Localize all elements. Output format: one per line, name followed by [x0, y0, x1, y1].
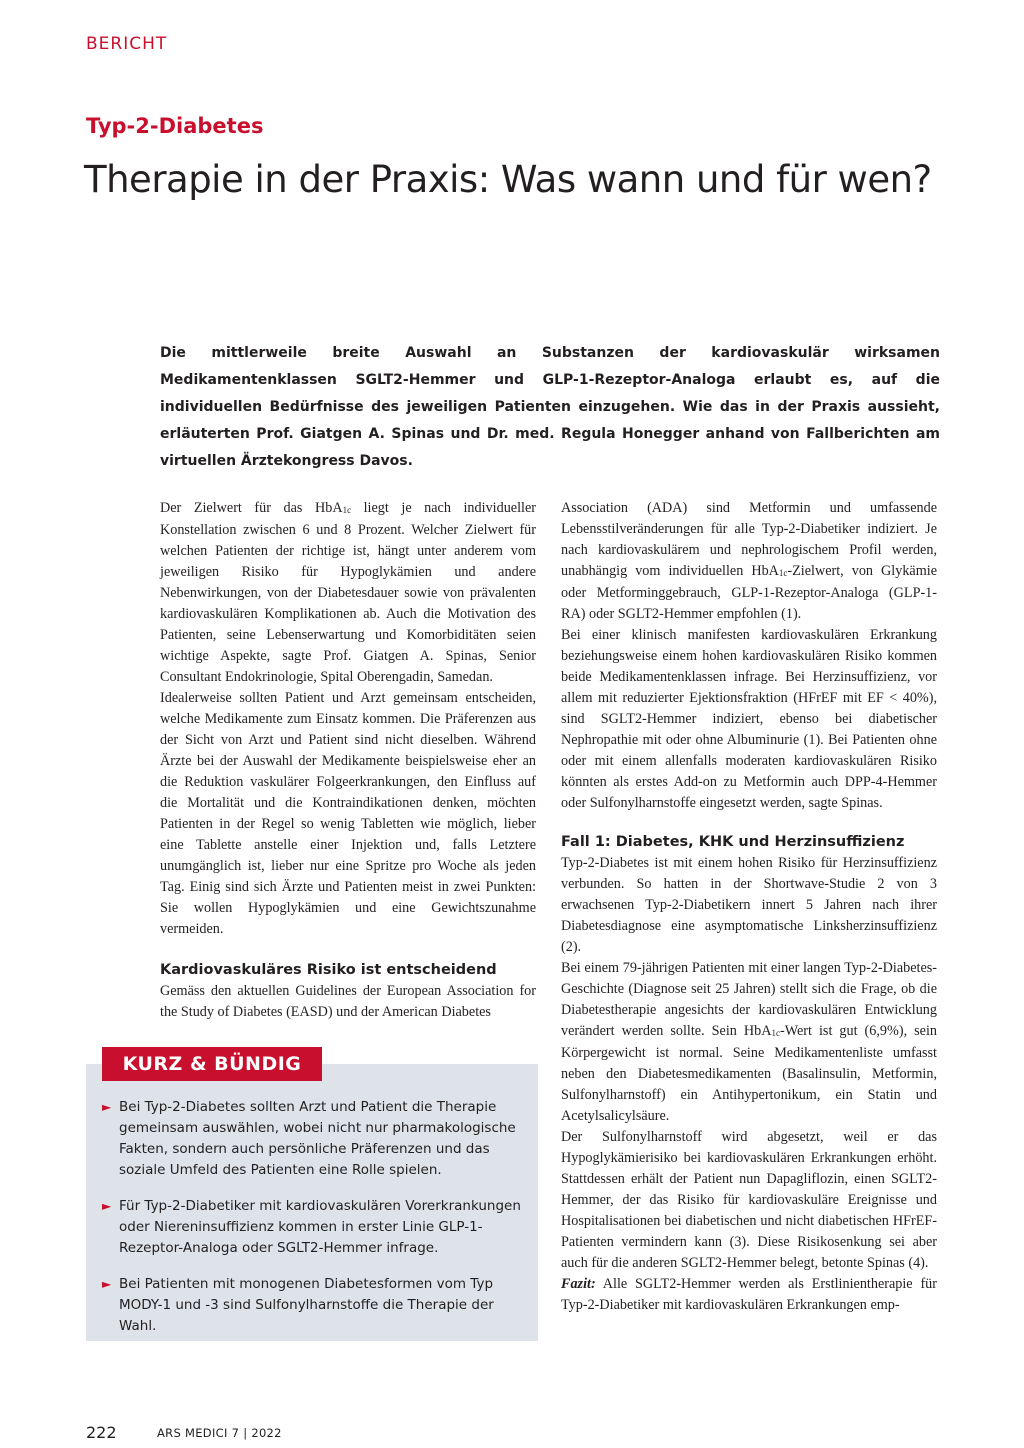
subscript: 1c [778, 568, 788, 578]
summary-list [102, 1097, 522, 1352]
summary-box-title: KURZ & BÜNDIG [102, 1047, 322, 1081]
paragraph [561, 1274, 937, 1316]
section-label: BERICHT [86, 34, 168, 54]
journal-name: ARS MEDICI 7 | 2022 [157, 1426, 282, 1440]
text-run: -Zielwert, von Glykämie oder Metforminggebrauch, GLP-1-Rezeptor-Analoga (GLP-1-RA) oder SGLT2-Hemmer empfohlen (1). [561, 563, 937, 622]
paragraph [160, 498, 536, 688]
fazit-label: Fazit: [561, 1276, 596, 1292]
paragraph: Typ-2-Diabetes ist mit einem hohen Risiko für Herzinsuffizienz verbunden. So hatten in der Shortwave-Studie 2 von 3 erwachsenen Typ-2-Diabetikern innert 5 Jahren nach ihrer Diabetesdiagnose eine asymptomatische Linksherzinsuffizienz (2). [561, 855, 937, 955]
text-run: -Wert ist gut (6,9%), sein Körpergewicht ist normal. Seine Medikamentenliste umfasst neben den Diabetesmedikamenten (Basalinsulin, Metformin, Sulfonylharnstoff) ein Antihypertonikum, ein Statin und Acetylsalicylsäure. [561, 1023, 937, 1124]
paragraph [561, 498, 937, 625]
summary-item [102, 1097, 522, 1181]
summary-item-text: Für Typ-2-Diabetiker mit kardiovaskulären Vorerkrankungen oder Niereninsuffizienz kommen in erster Linie GLP-1-Rezeptor-Analoga oder SGLT2-Hemmer infrage. [119, 1198, 521, 1256]
subscript: 1c [771, 1028, 781, 1038]
paragraph: Bei einer klinisch manifesten kardiovaskulären Erkrankung beziehungsweise einem hohen kardiovaskulären Risiko kommen beide Medikamentenklassen infrage. Bei Herzinsuffizienz, vor allem mit reduzierter Ejektionsfraktion (HFrEF mit EF < 40%), sind SGLT2-Hemmer indiziert, ebenso bei diabetischer Nephropathie mit oder ohne Albuminurie (1). Bei Patienten ohne oder mit einem allenfalls moderaten kardiovaskulären Risiko könnten als erstes Add-on zu Metformin auch DPP-4-Hemmer oder Sulfonylharnstoffe eingesetzt werden, sagte Spinas. [561, 627, 937, 811]
arrow-icon: ► [102, 1100, 112, 1114]
summary-item-text: Bei Typ-2-Diabetes sollten Arzt und Patient die Therapie gemeinsam auswählen, wobei nicht nur pharmakologische Fakten, sondern auch persönliche Präferenzen und das soziale Umfeld des Patienten eine Rolle spielen. [119, 1099, 516, 1178]
text-run: Der Zielwert für das HbA [160, 500, 343, 516]
summary-item [102, 1196, 522, 1259]
summary-item-text: Bei Patienten mit monogenen Diabetesformen vom Typ MODY-1 und -3 sind Sulfonylharnstoffe die Therapie der Wahl. [119, 1276, 494, 1334]
article-title: Therapie in der Praxis: Was wann und für wen? [84, 158, 932, 201]
text-run: liegt je nach individueller Konstellation zwischen 6 und 8 Prozent. Welcher Zielwert für welchen Patienten der richtige ist, hängt unter anderem vom jeweiligen Risiko für Hypoglykämien und andere Nebenwirkungen, von der Diabetesdauer sowie von prävalenten kardiovaskulären Komplikationen ab. Auch die Motivation des Patienten, seine Lebenserwartung und Komorbiditäten seien wichtige Aspekte, sagte Prof. Giatgen A. Spinas, Senior Consultant Endokrinologie, Spital Oberengadin, Samedan. [160, 500, 536, 685]
left-column [160, 498, 536, 1023]
text-run: Association (ADA) sind Metformin und umfassende Lebensstilveränderungen für alle Typ-2-Diabetiker indiziert. Je nach kardiovaskulärem und nephrologischem Profil werden, unabhängig vom individuellen HbA [561, 500, 937, 579]
arrow-icon: ► [102, 1199, 112, 1213]
paragraph [561, 958, 937, 1127]
text-run: Bei einem 79-jährigen Patienten mit einer langen Typ-2-Diabetes-Geschichte (Diagnose seit 25 Jahren) stellt sich die Frage, ob die Diabetestherapie angesichts der kardiovaskulären Entwicklung verändert werden sollte. Sein HbA [561, 960, 937, 1039]
summary-item [102, 1274, 522, 1337]
paragraph: Idealerweise sollten Patient und Arzt gemeinsam entscheiden, welche Medikamente zum Einsatz kommen. Die Präferenzen aus der Sicht von Arzt und Patient sind nicht dieselben. Während Ärzte bei der Auswahl der Medikamente beispielsweise eher an die Reduktion vaskulärer Folgeerkrankungen, den Einfluss auf die Mortalität und die Kontraindikationen denken, möchten Patienten in der Regel so wenig Tabletten wie möglich, lieber eine Tablette anstelle einer Injektion und, falls Letztere unumgänglich ist, lieber nur eine Spritze pro Woche als jeden Tag. Einig sind sich Ärzte und Patienten meist in zwei Punkten: Sie wollen Hypoglykämien und eine Gewichtszunahme vermeiden. [160, 690, 536, 937]
page-number: 222 [86, 1423, 117, 1442]
article-kicker: Typ-2-Diabetes [86, 114, 264, 138]
paragraph: Gemäss den aktuellen Guidelines der European Association for the Study of Diabetes (EASD) und der American Diabetes [160, 983, 536, 1020]
text-run: Alle SGLT2-Hemmer werden als Erstlinientherapie für Typ-2-Diabetiker mit kardiovaskulären Erkrankungen emp- [561, 1276, 937, 1313]
paragraph: Der Sulfonylharnstoff wird abgesetzt, weil er das Hypoglykämierisiko bei kardiovaskulären Erkrankungen erhöht. Stattdessen erhält der Patient nun Dapagliflozin, einen SGLT2-Hemmer, der das Risiko für kardiovaskuläre Ereignisse und Hospitalisationen bei diabetischen und nicht diabetischen HFrEF-Patienten vermindern kann (3). Diese Risikosenkung sei aber auch für die anderen SGLT2-Hemmer belegt, betonte Spinas (4). [561, 1129, 937, 1271]
article-lead: Die mittlerweile breite Auswahl an Substanzen der kardiovaskulär wirksamen Medikamentenklassen SGLT2-Hemmer und GLP-1-Rezeptor-Analoga erlaubt es, auf die individuellen Bedürfnisse des jeweiligen Patienten einzugehen. Wie das in der Praxis aussieht, erläuterten Prof. Giatgen A. Spinas und Dr. med. Regula Honegger anhand von Fallberichten am virtuellen Ärztekongress Davos. [160, 345, 940, 469]
subscript: 1c [342, 505, 352, 515]
section-heading: Kardiovaskuläres Risiko ist entscheidend [160, 962, 497, 978]
arrow-icon: ► [102, 1277, 112, 1291]
right-column [561, 498, 937, 1316]
section-heading: Fall 1: Diabetes, KHK und Herzinsuffizienz [561, 834, 905, 850]
